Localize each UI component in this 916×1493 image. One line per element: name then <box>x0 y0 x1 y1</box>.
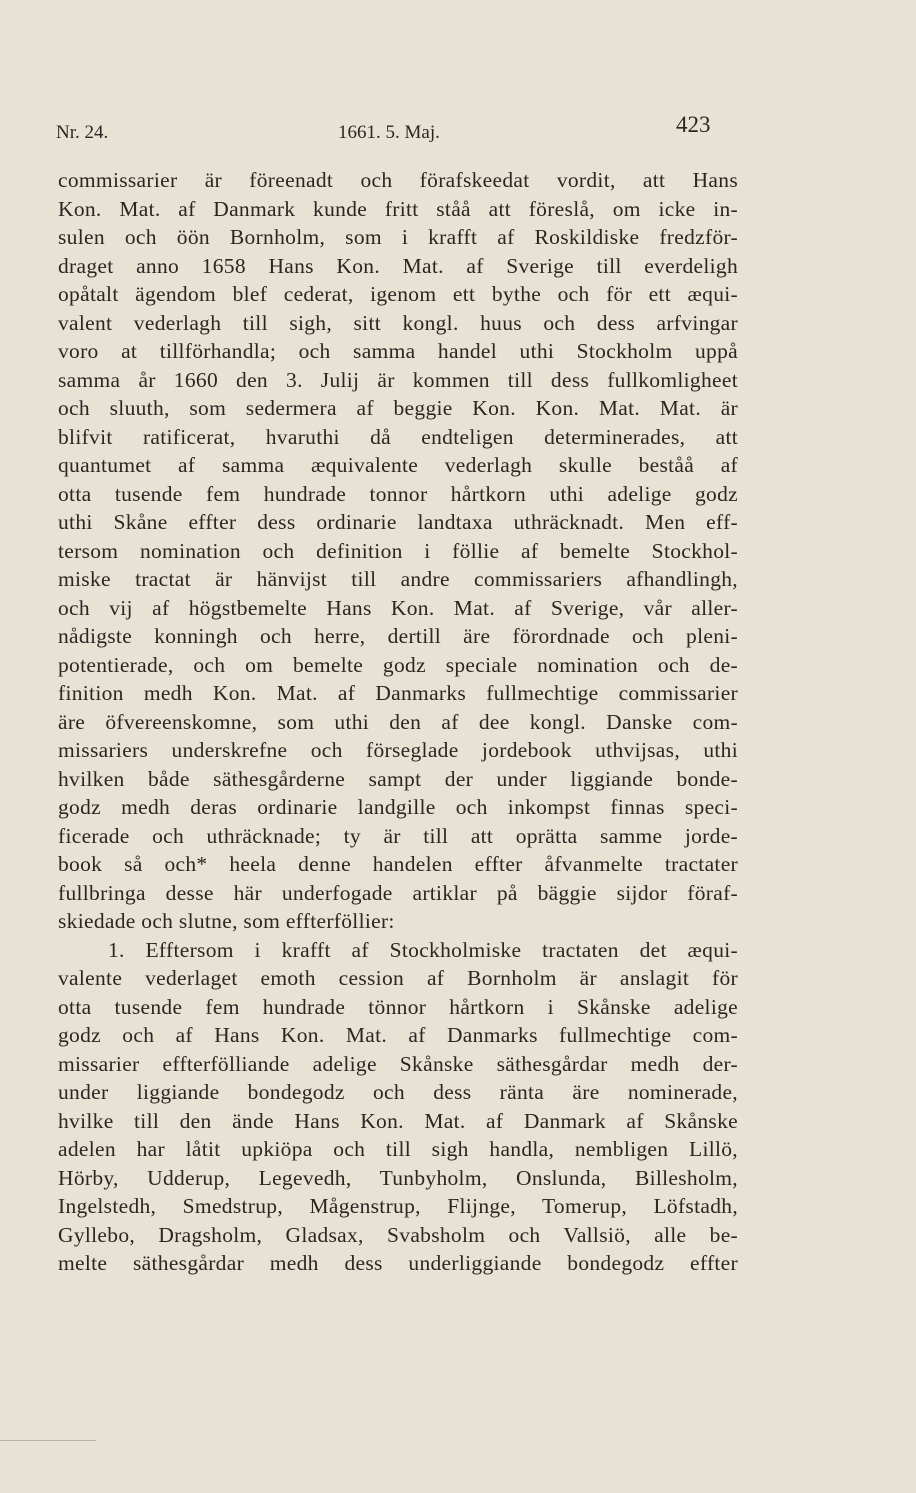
text-line: tersom nomination och definition i föllie af bemelte Stockhol- <box>58 538 738 563</box>
text-line: uthi Skåne effter dess ordinarie landtaxa uthräcknadt. Men eff- <box>58 510 738 534</box>
text-line: otta tusende fem hundrade tönnor hårtkorn i Skånske adelige <box>58 994 738 1019</box>
page-number: 423 <box>676 112 711 137</box>
text-line: godz och af Hans Kon. Mat. af Danmarks fullmechtige com- <box>58 1023 738 1047</box>
text-line: Hörby, Udderup, Legevedh, Tunbyholm, Onslunda, Billesholm, <box>58 1165 738 1190</box>
text-line: Gyllebo, Dragsholm, Gladsax, Svabsholm och Vallsiö, alle be- <box>58 1222 738 1247</box>
text-line: finition medh Kon. Mat. af Danmarks fullmechtige commissarier <box>58 681 738 705</box>
text-line: blifvit ratificerat, hvaruthi då endteligen determinerades, att <box>58 424 738 449</box>
text-line: och sluuth, som sedermera af beggie Kon. Kon. Mat. Mat. är <box>58 396 738 420</box>
text-line: hvilke till den ände Hans Kon. Mat. af Danmark af Skånske <box>58 1108 738 1133</box>
text-line: samma år 1660 den 3. Julij är kommen till dess fullkomligheet <box>58 367 738 392</box>
text-line: missariers underskrefne och förseglade jordebook uthvijsas, uthi <box>58 738 738 762</box>
text-line: otta tusende fem hundrade tonnor hårtkorn uthi adelige godz <box>58 481 738 506</box>
text-line: melte säthesgårdar medh dess underliggiande bondegodz effter <box>58 1251 738 1275</box>
text-line: adelen har låtit upkiöpa och till sigh handla, nembligen Lillö, <box>58 1137 738 1161</box>
page-header <box>56 112 736 152</box>
text-line: miske tractat är hänvijst till andre commissariers afhandlingh, <box>58 567 738 591</box>
text-line: fullbringa desse här underfogade artiklar på bäggie sijdor föraf- <box>58 880 738 905</box>
text-line: quantumet af samma æquivalente vederlagh skulle beståå af <box>58 453 738 477</box>
text-line: book så och* heela denne handelen effter åfvanmelte tractater <box>58 852 738 876</box>
text-line: äre öfvereenskomne, som uthi den af dee kongl. Danske com- <box>58 709 738 734</box>
text-line: nådigste konningh och herre, dertill äre förordnade och pleni- <box>58 624 738 648</box>
text-line: potentierade, och om bemelte godz speciale nomination och de- <box>58 652 738 677</box>
document-number: Nr. 24. <box>56 122 109 143</box>
text-line: godz medh deras ordinarie landgille och inkompst finnas speci- <box>58 795 738 819</box>
text-line: valente vederlaget emoth cession af Bornholm är anslagit för <box>58 966 738 990</box>
text-line: hvilken både säthesgårderne sampt der under liggiande bonde- <box>58 766 738 791</box>
text-line: under liggiande bondegodz och dess ränta äre nominerade, <box>58 1080 738 1104</box>
body-text <box>58 166 738 1278</box>
text-line: ficerade och uthräcknade; ty är till att oprätta samme jorde- <box>58 823 738 848</box>
scan-edge-line <box>0 1440 96 1441</box>
text-line: Ingelstedh, Smedstrup, Mågenstrup, Flijnge, Tomerup, Löfstadh, <box>58 1194 738 1218</box>
text-line: commissarier är föreenadt och förafskeedat vordit, att Hans <box>58 168 738 192</box>
text-line: voro at tillförhandla; och samma handel uthi Stockholm uppå <box>58 339 738 363</box>
text-line: valent vederlagh till sigh, sitt kongl. huus och dess arfvingar <box>58 310 738 335</box>
text-line: 1. Efftersom i krafft af Stockholmiske tractaten det æqui- <box>108 937 738 962</box>
text-line: opåtalt ägendom blef cederat, igenom ett bythe och för ett æqui- <box>58 282 738 306</box>
text-line: skiedade och slutne, som effterföllier: <box>58 909 395 933</box>
text-line: missarier effterfölliande adelige Skånske säthesgårdar medh der- <box>58 1051 738 1076</box>
text-line: sulen och öön Bornholm, som i krafft af Roskildiske fredzför- <box>58 225 738 249</box>
text-line: och vij af högstbemelte Hans Kon. Mat. af Sverige, vår aller- <box>58 595 738 620</box>
text-line: draget anno 1658 Hans Kon. Mat. af Sverige till everdeligh <box>58 253 738 278</box>
text-line: Kon. Mat. af Danmark kunde fritt ståå att föreslå, om icke in- <box>58 196 738 221</box>
date-heading: 1661. 5. Maj. <box>338 122 440 143</box>
